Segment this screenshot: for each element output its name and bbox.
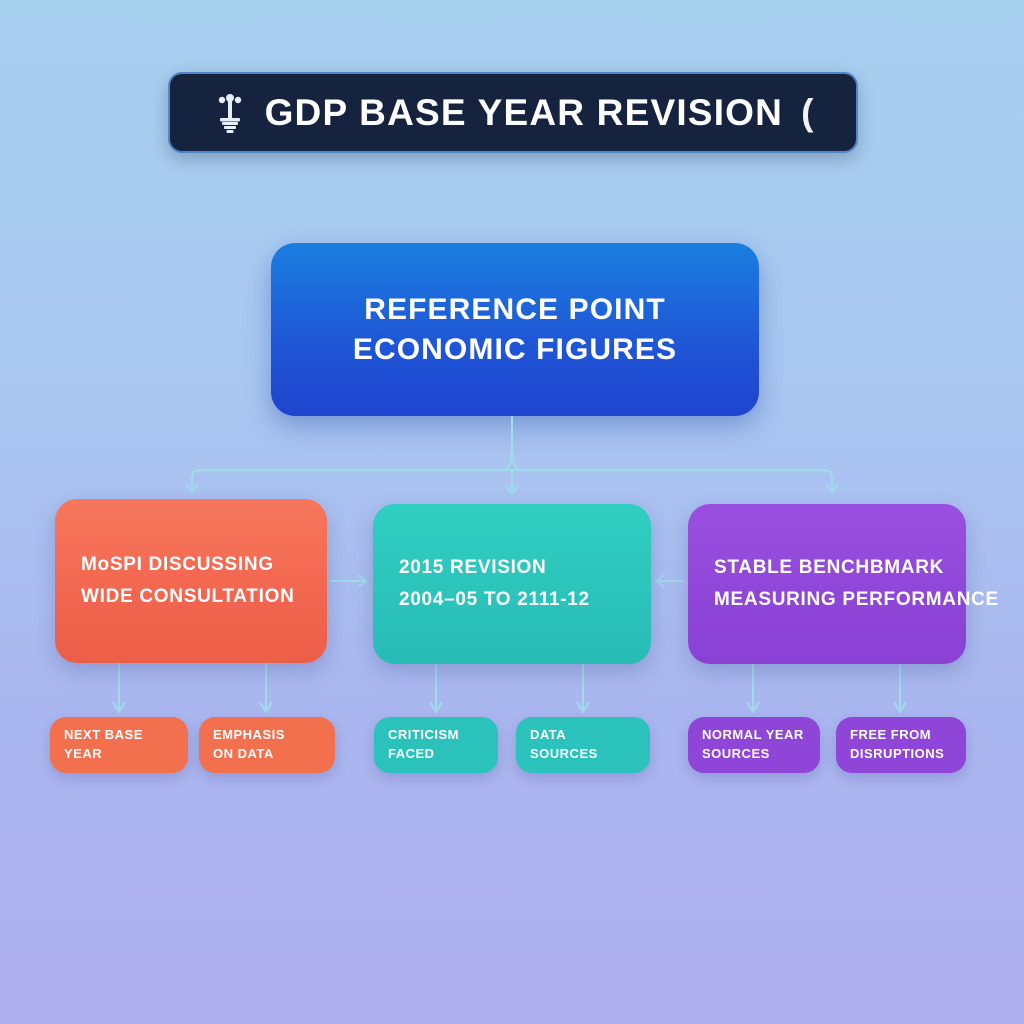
leaf-node-line-1: NORMAL YEAR [702,727,804,743]
branch-node-line-2: WIDE CONSULTATION [81,586,295,607]
root-node[interactable] [271,243,759,416]
leaf-node-label [702,726,804,764]
root-node-line-1: REFERENCE POINT [364,292,666,326]
leaf-node-label [64,726,174,764]
india-emblem-icon [213,91,247,135]
branch-node-mospi[interactable] [55,499,327,663]
leaf-node-line-2: SOURCES [702,746,770,761]
page-title-bar [168,72,858,153]
leaf-node-line-1: FREE FROM [850,727,932,743]
leaf-node-line-1: DATA SOURCES [530,727,598,761]
branch-node-line-1: STABLE BENCHBMARK [714,557,945,578]
leaf-node-next-base-year[interactable] [50,717,188,773]
leaf-node-data-sources[interactable] [516,717,650,773]
leaf-node-label [530,726,636,764]
leaf-node-label [213,726,285,764]
root-node-line-2: ECONOMIC FIGURES [352,332,678,366]
page-title: GDP BASE YEAR REVISION [264,91,784,133]
branch-node-line-1: 2015 REVISION [399,557,547,578]
branch-node-line-2: 2004–05 TO 2111-12 [399,589,590,610]
leaf-node-line-2: FACED [388,746,435,761]
leaf-node-label [388,726,459,764]
branch-node-line-1: MoSPI DISCUSSING [81,554,274,575]
branch-node-stable-benchmark[interactable] [688,504,999,664]
leaf-node-line-2: ON DATA [213,746,274,761]
title-trailing-mark: ( [801,91,814,133]
branch-node-revision-2015[interactable] [373,504,651,664]
branch-node-line-2: MEASURING PERFORMANCE [714,589,999,610]
leaf-node-normal-year-sources[interactable] [688,717,820,773]
leaf-node-line-1: CRITICISM [388,727,459,743]
leaf-node-line-2: DISRUPTIONS [850,746,945,761]
leaf-node-emphasis-on-data[interactable] [199,717,335,773]
leaf-node-line-1: EMPHASIS [213,727,285,743]
leaf-node-free-from-disruptions[interactable] [836,717,966,773]
leaf-node-criticism-faced[interactable] [374,717,498,773]
leaf-node-line-1: NEXT BASE YEAR [64,727,143,761]
leaf-node-label [850,726,944,764]
